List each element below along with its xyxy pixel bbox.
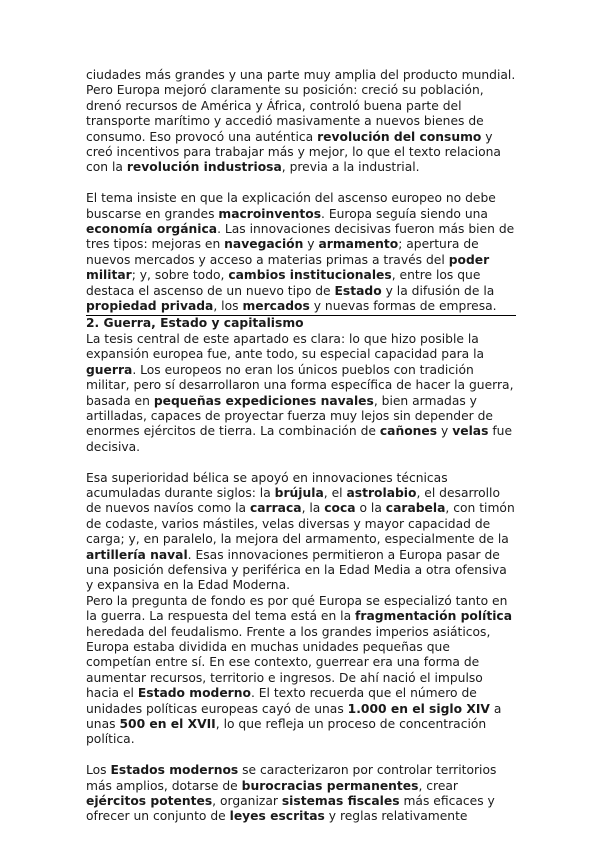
text-run: más eficaces y ofrecer un conjunto de — [86, 794, 495, 824]
bold-term: coca — [324, 501, 356, 516]
bold-term: navegación — [224, 237, 304, 252]
paragraph-ascenso-europeo — [86, 191, 516, 316]
bold-term: propiedad privada — [86, 299, 214, 314]
text-run: o la — [355, 501, 386, 516]
paragraph-fragmentacion-politica — [86, 594, 516, 748]
bold-term: carabela — [385, 501, 446, 516]
text-run: fue decisiva. — [86, 424, 513, 454]
bold-term: revolución industriosa — [126, 160, 282, 175]
paragraph-estados-modernos — [86, 763, 516, 825]
text-run: , entre los que destaca el ascenso de un nuevo tipo de — [86, 268, 481, 298]
text-run: Pero la pregunta de fondo es por qué Europa se especializó tanto en la guerra. La respuesta del tema está en la — [86, 593, 508, 624]
paragraph-superioridad-belica — [86, 471, 516, 594]
bold-term: cañones — [379, 424, 438, 439]
paragraph-tesis-guerra — [86, 332, 516, 455]
text-run: Los — [86, 763, 111, 778]
text-run: , el — [323, 485, 347, 500]
text-run: El tema insiste en que la explicación del ascenso europeo no debe buscarse en grandes — [86, 191, 496, 221]
bold-term: macroinventos — [218, 206, 322, 221]
text-run: ; apertura de nuevos mercados y acceso a materias primas a través del — [86, 237, 479, 267]
bold-term: sistemas fiscales — [281, 794, 400, 809]
text-run: . Europa seguía siendo una — [321, 206, 488, 221]
bold-term: carraca — [249, 501, 302, 516]
text-run: , previa a la industrial. — [281, 160, 420, 175]
text-run: y la difusión de la — [381, 283, 495, 298]
section-heading: 2. Guerra, Estado y capitalismo — [86, 316, 304, 331]
text-run: y — [303, 237, 319, 252]
text-run: , crear — [418, 778, 458, 793]
bold-term: 1.000 en el siglo XIV — [347, 701, 490, 716]
bold-term: astrolabio — [346, 485, 417, 500]
text-run: heredada del feudalismo. Frente a los grandes imperios asiáticos, Europa estaba dividida en muchas unidades pequeñas que competían entre sí. En ese contexto, guerrear era una forma de aumentar recursos, territorio e ingresos. De ahí nació el impulso hacia el — [86, 624, 491, 701]
bold-term: Estado moderno — [137, 686, 251, 701]
bold-term: artillería naval — [86, 547, 188, 562]
text-run: y creó incentivos para trabajar más y mejor, lo que el texto relaciona con la — [86, 129, 501, 175]
text-run: y — [437, 424, 453, 439]
text-run: y nuevas formas de empresa. — [309, 299, 497, 314]
document-page — [86, 68, 516, 840]
text-run: , el desarrollo de nuevos navíos como la — [86, 485, 500, 516]
bold-term: Estado — [334, 283, 382, 298]
bold-term: pequeñas expediciones navales — [153, 393, 374, 408]
text-run: , la — [301, 501, 325, 516]
text-run: . Las innovaciones decisivas fueron más bien de tres tipos: mejoras en — [86, 222, 515, 252]
bold-term: mercados — [242, 299, 310, 314]
text-run: a unas — [86, 701, 502, 732]
bold-term: brújula — [274, 485, 324, 500]
bold-term: Estados modernos — [110, 763, 239, 778]
bold-term: guerra — [86, 362, 133, 377]
text-run: Esa superioridad bélica se apoyó en innovaciones técnicas acumuladas durante siglos: la — [86, 470, 448, 500]
text-run: , con timón de codaste, varios mástiles, velas diversas y mayor capacidad de carga; y, en paralelo, la mejora del armamento, especialmente de la — [86, 501, 515, 547]
bold-term: revolución del consumo — [317, 129, 482, 144]
text-run: La tesis central de este apartado es clara: lo que hizo posible la expansión europea fue, ante todo, su especial capacidad para la — [86, 331, 485, 362]
text-run: , bien armadas y artilladas, capaces de proyectar fuerza muy lejos sin depender de enormes ejércitos de tierra. La combinación de — [86, 393, 493, 439]
text-run: ciudades más grandes y una parte muy amplia del producto mundial. Pero Europa mejoró claramente su posición: creció su población, drenó recursos de América y África, controló buena parte del transporte marítimo y accedió masivamente a nuevos bienes de consumo. Eso provocó una auténtica — [86, 68, 516, 144]
text-run: , lo que refleja un proceso de concentración política. — [86, 717, 487, 747]
bold-term: cambios institucionales — [228, 268, 392, 283]
text-run: , los — [213, 299, 243, 314]
text-run: , organizar — [212, 794, 282, 809]
bold-term: velas — [452, 424, 489, 439]
bold-term: leyes escritas — [229, 809, 325, 824]
bold-term: burocracias permanentes — [241, 778, 419, 793]
bold-term: poder militar — [86, 252, 490, 283]
bold-term: armamento — [318, 237, 399, 252]
bold-term: economía orgánica — [86, 222, 218, 237]
bold-term: ejércitos potentes — [86, 794, 213, 809]
text-run: . Los europeos no eran los únicos pueblos con tradición militar, pero sí desarrollaron una forma específica de hacer la guerra, basada en — [86, 362, 514, 408]
text-run: . El texto recuerda que el número de unidades políticas europeas cayó de unas — [86, 686, 477, 716]
paragraph-consumo — [86, 68, 516, 176]
text-run: . Esas innovaciones permitieron a Europa pasar de una posición defensiva y periférica en la Edad Media a otra ofensiva y expansiva en la Edad Moderna. — [86, 547, 507, 593]
text-run: se caracterizaron por controlar territorios más amplios, dotarse de — [86, 763, 497, 793]
bold-term: 500 en el XVII — [119, 717, 216, 732]
text-run: y reglas relativamente — [324, 809, 468, 824]
bold-term: fragmentación política — [355, 609, 512, 624]
text-run: ; y, sobre todo, — [131, 268, 229, 283]
